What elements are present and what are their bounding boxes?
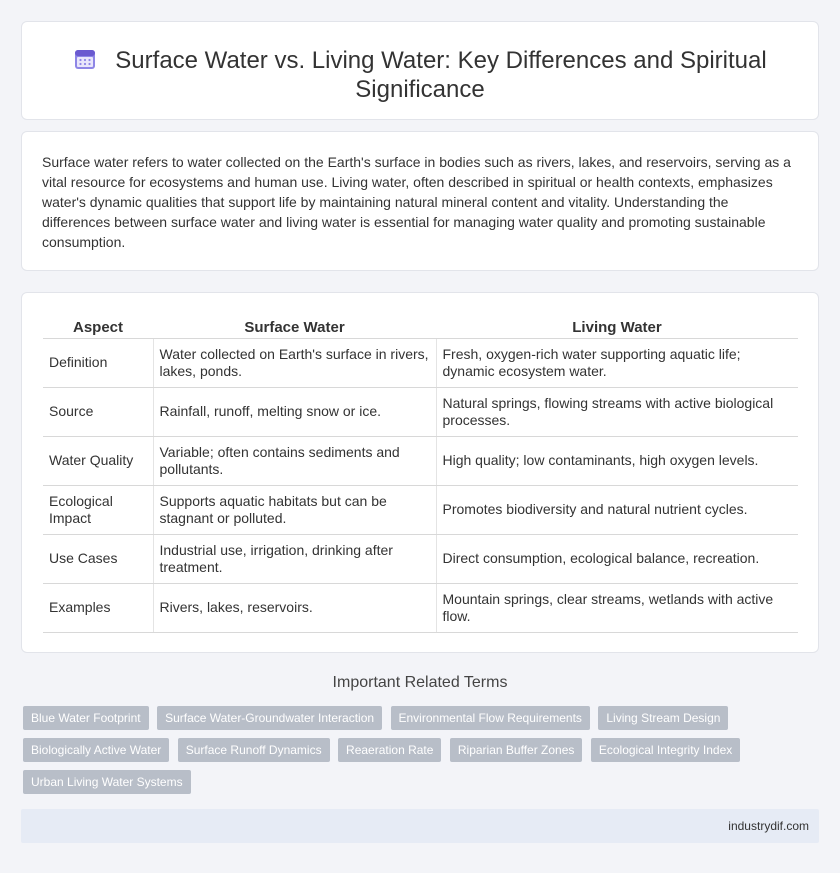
surface-water-cell: Variable; often contains sediments and pollutants. — [153, 436, 436, 485]
header-aspect: Aspect — [43, 311, 153, 338]
header-living-water: Living Water — [436, 311, 798, 338]
related-term-tag[interactable]: Riparian Buffer Zones — [450, 738, 583, 762]
living-water-cell: Mountain springs, clear streams, wetlands with active flow. — [436, 583, 798, 632]
aspect-cell: Examples — [43, 583, 153, 632]
related-terms-list — [23, 706, 818, 802]
living-water-cell: Promotes biodiversity and natural nutrient cycles. — [436, 485, 798, 534]
table-row — [43, 338, 798, 387]
title-card — [21, 21, 819, 120]
aspect-cell: Ecological Impact — [43, 485, 153, 534]
surface-water-cell: Water collected on Earth's surface in rivers, lakes, ponds. — [153, 338, 436, 387]
header-surface-water: Surface Water — [153, 311, 436, 338]
related-term-tag[interactable]: Ecological Integrity Index — [591, 738, 740, 762]
footer-site-link[interactable]: industrydif.com — [728, 819, 809, 833]
aspect-cell: Definition — [43, 338, 153, 387]
comparison-table — [43, 311, 798, 633]
aspect-cell: Use Cases — [43, 534, 153, 583]
footer — [21, 809, 819, 843]
related-term-tag[interactable]: Living Stream Design — [598, 706, 728, 730]
related-term-tag[interactable]: Surface Runoff Dynamics — [178, 738, 330, 762]
page-title — [22, 46, 818, 104]
calendar-icon — [73, 47, 97, 71]
related-term-tag[interactable]: Reaeration Rate — [338, 738, 441, 762]
living-water-cell: Direct consumption, ecological balance, recreation. — [436, 534, 798, 583]
table-row — [43, 583, 798, 632]
living-water-cell: Natural springs, flowing streams with active biological processes. — [436, 387, 798, 436]
table-row — [43, 485, 798, 534]
surface-water-cell: Rivers, lakes, reservoirs. — [153, 583, 436, 632]
surface-water-cell: Industrial use, irrigation, drinking after treatment. — [153, 534, 436, 583]
aspect-cell: Source — [43, 387, 153, 436]
related-term-tag[interactable]: Urban Living Water Systems — [23, 770, 191, 794]
page-title-text: Surface Water vs. Living Water: Key Differences and Spiritual Significance — [115, 47, 767, 103]
related-terms-heading: Important Related Terms — [332, 674, 508, 691]
surface-water-cell: Rainfall, runoff, melting snow or ice. — [153, 387, 436, 436]
living-water-cell: Fresh, oxygen-rich water supporting aquatic life; dynamic ecosystem water. — [436, 338, 798, 387]
intro-card — [21, 131, 819, 271]
table-header-row — [43, 311, 798, 338]
related-term-tag[interactable]: Blue Water Footprint — [23, 706, 149, 730]
aspect-cell: Water Quality — [43, 436, 153, 485]
intro-paragraph: Surface water refers to water collected on the Earth's surface in bodies such as rivers, lakes, and reservoirs, serving as a vital resource for ecosystems and human use. Living water, often described in spiritual or health contexts, emphasizes water's dynamic qualities that support life by maintaining natural mineral content and vitality. Understanding the differences between surface water and living water is essential for managing water quality and promoting sustainable consumption. — [42, 154, 791, 250]
surface-water-cell: Supports aquatic habitats but can be stagnant or polluted. — [153, 485, 436, 534]
table-row — [43, 534, 798, 583]
related-term-tag[interactable]: Surface Water-Groundwater Interaction — [157, 706, 382, 730]
living-water-cell: High quality; low contaminants, high oxygen levels. — [436, 436, 798, 485]
related-term-tag[interactable]: Biologically Active Water — [23, 738, 169, 762]
related-term-tag[interactable]: Environmental Flow Requirements — [391, 706, 590, 730]
table-row — [43, 436, 798, 485]
table-row — [43, 387, 798, 436]
comparison-card — [21, 292, 819, 653]
